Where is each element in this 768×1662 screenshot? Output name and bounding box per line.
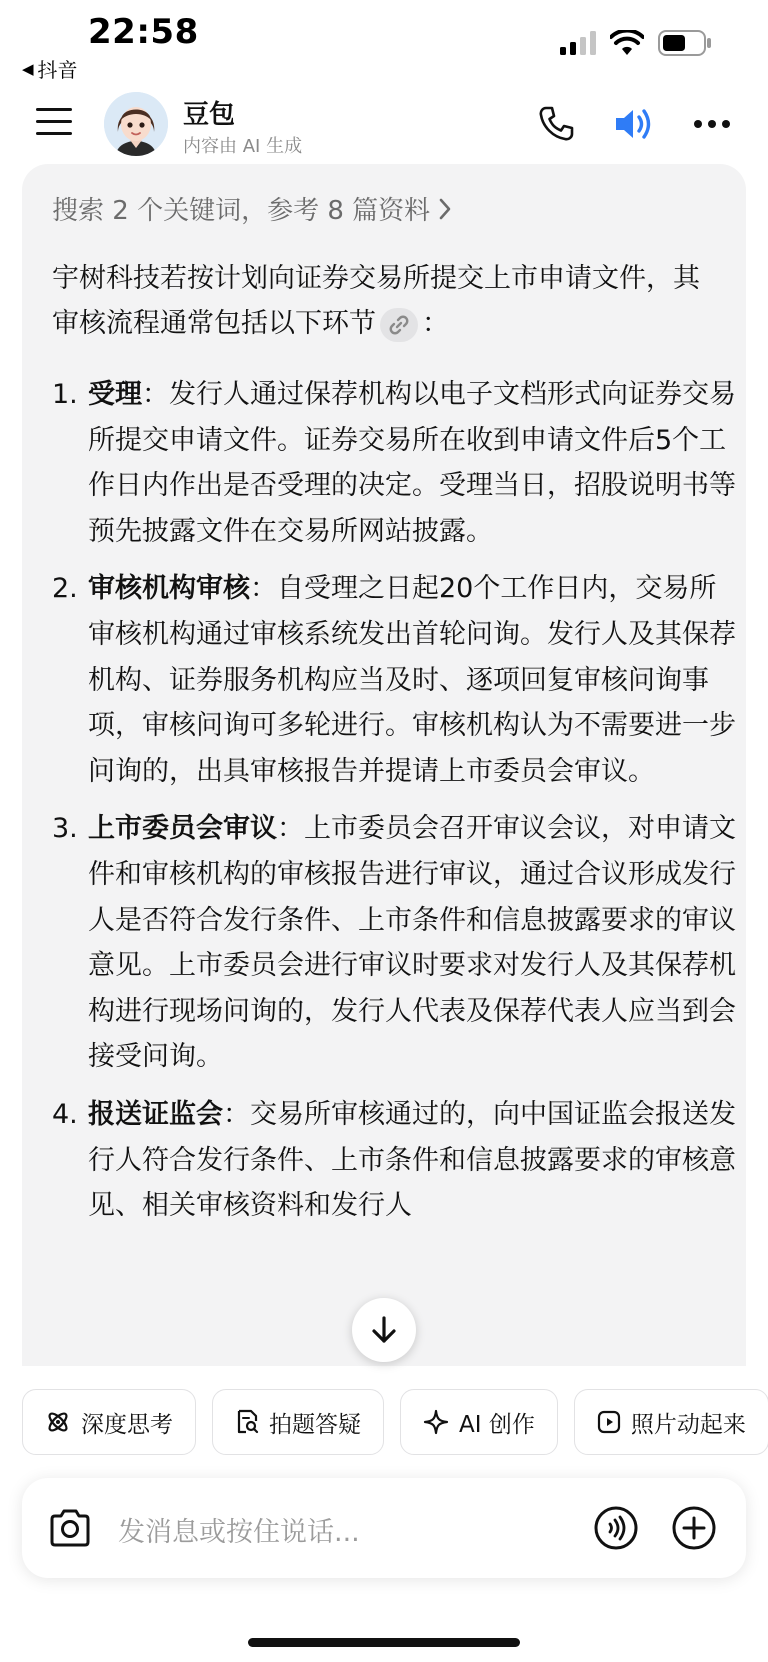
list-item	[52, 1092, 742, 1229]
wifi-icon	[610, 30, 644, 56]
list-number: 2.	[52, 573, 78, 605]
camera-icon	[48, 1508, 92, 1548]
chip-label: 拍题答疑	[269, 1411, 361, 1438]
more-options-button[interactable]	[690, 102, 734, 146]
link-icon	[388, 314, 410, 336]
back-app-label: 抖音	[37, 58, 78, 82]
sparkle-icon	[423, 1409, 449, 1435]
bot-avatar[interactable]	[104, 92, 168, 156]
list-item	[52, 372, 742, 554]
intro-text: 宇树科技若按计划向证券交易所提交上市申请文件，其审核流程通常包括以下环节	[52, 263, 700, 339]
battery-icon	[658, 30, 712, 56]
voice-wave-icon	[594, 1506, 638, 1550]
item-title: 受理	[88, 379, 142, 410]
item-title: 报送证监会	[88, 1098, 223, 1130]
list-number: 3.	[52, 813, 78, 845]
bot-name: 豆包	[183, 100, 236, 130]
chip-label: AI 创作	[459, 1411, 535, 1438]
assistant-message-card	[22, 164, 746, 1376]
add-attachment-button[interactable]	[672, 1506, 716, 1554]
item-title: 审核机构审核	[88, 573, 250, 605]
list-item	[52, 566, 742, 794]
quick-action-chips	[22, 1389, 768, 1455]
more-dots-icon	[693, 119, 731, 129]
chevron-right-icon	[438, 197, 452, 221]
item-text: ：自受理之日起20个工作日内，交易所审核机构通过审核系统发出首轮问询。发行人及其保荐机构、证券服务机构应当及时、逐项回复审核问询事项，审核问询可多轮进行。审核机构认为不需要进一步问询的，出具审核报告并提请上市委员会审议。	[88, 573, 736, 787]
play-icon	[597, 1410, 621, 1434]
message-input[interactable]: 发消息或按住说话...	[118, 1517, 360, 1548]
avatar-girl-icon	[104, 92, 168, 156]
chip-animate-photo[interactable]	[574, 1389, 768, 1455]
intro-suffix: ：	[422, 308, 449, 339]
menu-button[interactable]	[36, 108, 72, 134]
arrow-down-icon	[371, 1315, 397, 1345]
status-time: 22:58	[88, 12, 199, 52]
back-to-app-link[interactable]	[22, 54, 78, 83]
item-text: ：发行人通过保荐机构以电子文档形式向证券交易所提交申请文件。证券交易所在收到申请文件后5个工作日内作出是否受理的决定。受理当日，招股说明书等预先披露文件在交易所网站披露。	[88, 379, 736, 547]
voice-call-button[interactable]	[594, 1506, 638, 1554]
item-title: 上市委员会审议	[88, 813, 277, 845]
scan-doc-icon	[235, 1409, 259, 1435]
atom-icon	[45, 1409, 71, 1435]
list-number: 1.	[52, 379, 78, 410]
item-text: ：交易所审核通过的，向中国证监会报送发行人符合发行条件、上市条件和信息披露要求的审核意见、相关审核资料和发行人	[88, 1098, 736, 1222]
list-number: 4.	[52, 1098, 78, 1130]
chip-label: 深度思考	[81, 1411, 173, 1438]
back-triangle-icon: ◀	[22, 59, 34, 78]
message-intro	[52, 256, 722, 346]
process-steps-list	[52, 372, 742, 1241]
message-input-bar	[22, 1478, 746, 1578]
scroll-to-bottom-button[interactable]	[352, 1298, 416, 1362]
chip-deep-thinking[interactable]	[22, 1389, 196, 1455]
search-summary-text: 搜索 2 个关键词，参考 8 篇资料	[52, 196, 431, 226]
speaker-on-icon	[613, 105, 655, 143]
camera-button[interactable]	[48, 1508, 92, 1552]
chip-photo-qa[interactable]	[212, 1389, 384, 1455]
phone-call-button[interactable]	[534, 102, 578, 146]
cellular-signal-icon	[560, 31, 596, 55]
list-item	[52, 806, 742, 1080]
plus-circle-icon	[672, 1506, 716, 1550]
chip-ai-create[interactable]	[400, 1389, 558, 1455]
item-text: ：上市委员会召开审议会议，对申请文件和审核机构的审核报告进行审议，通过合议形成发行人是否符合发行条件、上市条件和信息披露要求的审议意见。上市委员会进行审议时要求对发行人及其保荐机构进行现场问询的，发行人代表及保荐代表人应当到会接受问询。	[88, 813, 736, 1073]
home-indicator	[248, 1638, 520, 1647]
speaker-toggle-button[interactable]	[612, 102, 656, 146]
status-icons	[560, 30, 712, 56]
reference-link-chip[interactable]	[380, 308, 418, 342]
chip-label: 照片动起来	[630, 1411, 746, 1438]
phone-icon	[537, 105, 575, 143]
search-sources-link[interactable]	[52, 190, 452, 227]
chat-header	[0, 88, 768, 164]
ai-generated-note: 内容由 AI 生成	[183, 136, 303, 157]
